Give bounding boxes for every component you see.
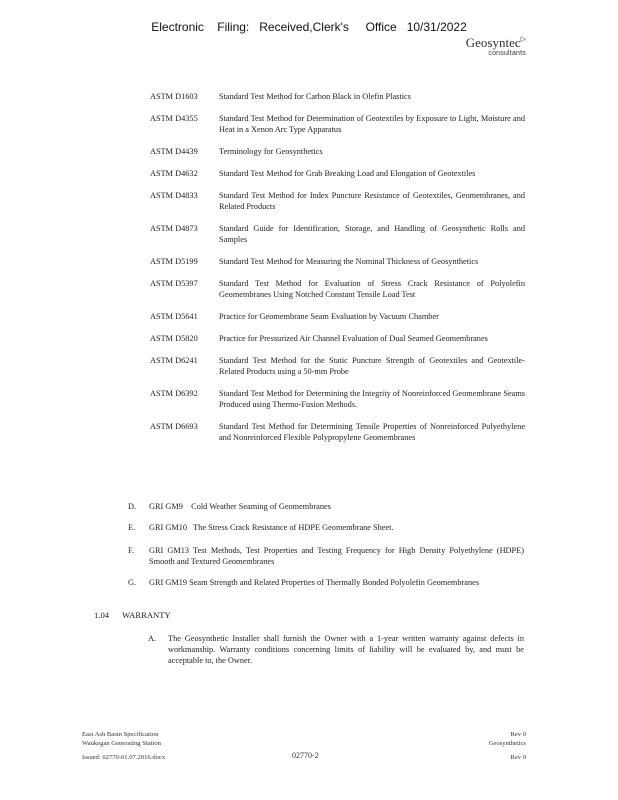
- standard-description: Standard Test Method for Index Puncture Resistance of Geotextiles, Geomembranes, and Related Products: [219, 191, 525, 211]
- standard-description: Standard Test Method for Determination of Geotextiles by Exposure to Light, Moisture and Heat in a Xenon Arc Type Apparatus: [219, 114, 525, 134]
- gri-item-e: [128, 522, 524, 533]
- item-text: GRI GM19 Seam Strength and Related Properties of Thermally Bonded Polyolefin Geomembranes: [149, 578, 480, 587]
- footer-site-name: Waukegan Generating Station: [82, 740, 161, 747]
- item-letter: G.: [128, 578, 137, 587]
- standard-code: ASTM D5820: [150, 334, 198, 343]
- standard-description: Standard Test Method for Evaluation of Stress Crack Resistance of Polyolefin Geomembranes Using Notched Constant Tensile Load Test: [219, 279, 525, 299]
- standard-code: ASTM D6693: [150, 422, 198, 431]
- standard-description: Practice for Geomembrane Seam Evaluation by Vacuum Chamber: [219, 312, 439, 321]
- warranty-paragraph: [148, 633, 524, 666]
- footer-left: [82, 730, 165, 762]
- footer-file-name: Issued: 02770-01.07.2016.docx: [82, 754, 166, 761]
- standard-code: ASTM D4873: [150, 224, 198, 233]
- standard-code: ASTM D1603: [150, 92, 198, 101]
- item-text: GRI GM9 Cold Weather Seaming of Geomembranes: [149, 502, 331, 511]
- gri-row: [128, 577, 524, 588]
- logo-mark-icon: ▷: [520, 35, 526, 43]
- standard-item: [150, 355, 525, 377]
- standard-code: ASTM D5199: [150, 257, 198, 266]
- logo-subtitle: consultants: [488, 50, 526, 57]
- standard-code: ASTM D4355: [150, 114, 198, 123]
- section-number: 1.04: [94, 610, 110, 620]
- standard-code: ASTM D4439: [150, 147, 198, 156]
- item-text: GRI GM10 The Stress Crack Resistance of HDPE Geomembrane Sheet.: [149, 523, 394, 532]
- logo-wordmark: Geosyntec: [465, 35, 521, 50]
- standard-item: [150, 311, 525, 322]
- item-letter: E.: [128, 523, 136, 532]
- standard-code: ASTM D4632: [150, 169, 198, 178]
- standard-description: Standard Test Method for Grab Breaking Load and Elongation of Geotextiles: [219, 169, 476, 178]
- footer-section-name: Geosynthetics: [488, 740, 526, 747]
- standard-item: [150, 146, 525, 157]
- standard-code: ASTM D5397: [150, 279, 198, 288]
- footer-revision: Rev 0: [510, 731, 526, 738]
- standard-code: ASTM D6241: [150, 356, 198, 365]
- logo-name-row: [466, 35, 526, 51]
- footer-right: [489, 730, 526, 762]
- gri-row: [128, 545, 524, 567]
- item-text: GRI GM13 Test Methods, Test Properties and Testing Frequency for High Density Polyethylene (HDPE) Smooth and Textured Geomembranes: [149, 546, 524, 566]
- standard-code: ASTM D4833: [150, 191, 198, 200]
- standard-item: [150, 223, 525, 245]
- standard-description: Terminology for Geosynthetics: [219, 147, 323, 156]
- item-letter: F.: [128, 546, 135, 555]
- item-letter: D.: [128, 502, 137, 511]
- footer-page-number: 02770-2: [292, 751, 319, 760]
- standard-item: [150, 190, 525, 212]
- gri-row: [128, 522, 524, 533]
- footer-revision-secondary: Rev 0: [510, 754, 526, 761]
- standard-item: [150, 388, 525, 410]
- standard-code: ASTM D5641: [150, 312, 198, 321]
- item-letter: A.: [148, 634, 157, 643]
- standard-item: [150, 421, 525, 443]
- standard-description: Standard Test Method for Determining the Integrity of Nonreinforced Geomembrane Seams Produced using Thermo-Fusion Methods.: [219, 389, 525, 409]
- gri-item-g: [128, 577, 524, 588]
- footer-project-name: East Ash Basin Specification: [82, 731, 159, 738]
- warranty-text: The Geosynthetic Installer shall furnish the Owner with a 1-year written warranty against defects in workmanship. Warranty conditions concerning limits of liability will be evaluated by, and must be acceptable to, the Owner.: [168, 634, 524, 665]
- company-logo: [466, 35, 526, 57]
- section-heading: [94, 610, 171, 620]
- standard-item: [150, 168, 525, 179]
- standard-description: Standard Test Method for the Static Puncture Strength of Geotextiles and Geotextile-Related Products using a 50-mm Probe: [219, 356, 525, 376]
- standard-description: Standard Guide for Identification, Storage, and Handling of Geosynthetic Rolls and Samples: [219, 224, 525, 244]
- section-title: WARRANTY: [122, 610, 171, 620]
- astm-standards-list: [150, 91, 525, 443]
- standard-description: Standard Test Method for Carbon Black in Olefin Plastics: [219, 92, 411, 101]
- electronic-filing-stamp: Electronic Filing: Received,Clerk's Office 10/31/2022: [151, 20, 467, 34]
- standard-description: Standard Test Method for Measuring the Nominal Thickness of Geosynthetics: [219, 257, 479, 266]
- standard-item: [150, 91, 525, 102]
- gri-row: [128, 501, 524, 512]
- standard-description: Standard Test Method for Determining Tensile Properties of Nonreinforced Polyethylene and Nonreinforced Flexible Polypropylene Geomembranes: [219, 422, 525, 442]
- standard-code: ASTM D6392: [150, 389, 198, 398]
- standard-description: Practice for Pressurized Air Channel Evaluation of Dual Seamed Geomembranes: [219, 334, 488, 343]
- standard-item: [150, 333, 525, 344]
- gri-item-f: [128, 545, 524, 567]
- standard-item: [150, 113, 525, 135]
- standard-item: [150, 278, 525, 300]
- standard-item: [150, 256, 525, 267]
- gri-item-d: [128, 501, 524, 512]
